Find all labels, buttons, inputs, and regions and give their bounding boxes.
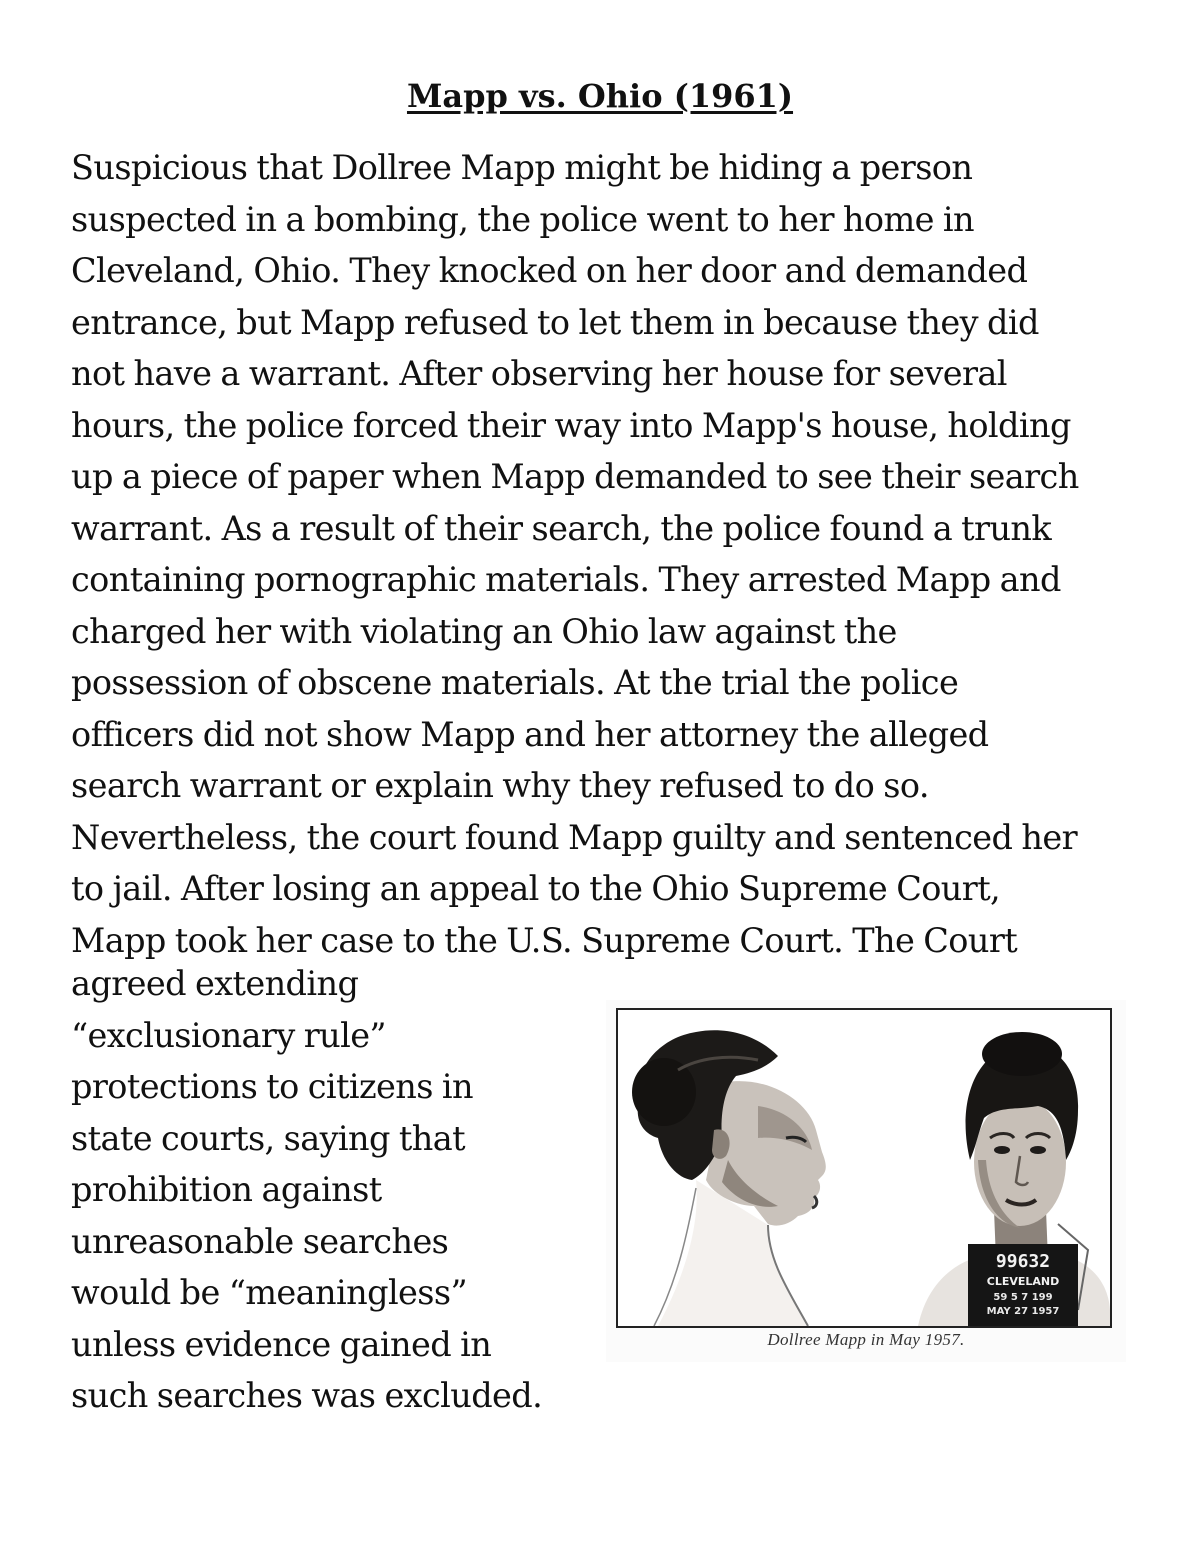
paragraph-line: Suspicious that Dollree Mapp might be hiding a person bbox=[71, 148, 973, 187]
paragraph-line: officers did not show Mapp and her attorney the alleged bbox=[71, 714, 989, 754]
paragraph-line: hours, the police forced their way into Mapp's house, holding bbox=[71, 405, 1071, 445]
paragraph-line: unreasonable searches bbox=[71, 1221, 449, 1261]
wrapped-paragraph bbox=[71, 958, 591, 1422]
paragraph-line: up a piece of paper when Mapp demanded to see their search bbox=[71, 457, 1079, 496]
paragraph-line: agreed extending bbox=[71, 964, 359, 1003]
paragraph-line: not have a warrant. After observing her house for several bbox=[71, 354, 1007, 393]
paragraph-line: “exclusionary rule” bbox=[71, 1015, 386, 1055]
paragraph-line: entrance, but Mapp refused to let them in because they did bbox=[71, 302, 1039, 342]
paragraph-line: unless evidence gained in bbox=[71, 1324, 492, 1364]
paragraph-line: Nevertheless, the court found Mapp guilty and sentenced her bbox=[71, 817, 1078, 857]
paragraph-line: such searches was excluded. bbox=[71, 1376, 543, 1415]
paragraph-line: possession of obscene materials. At the trial the police bbox=[71, 663, 959, 702]
mugshot-illustration bbox=[618, 1010, 1110, 1326]
figure-caption: Dollree Mapp in May 1957. bbox=[767, 1330, 965, 1349]
paragraph-line: suspected in a bombing, the police went to her home in bbox=[71, 199, 974, 239]
main-paragraph bbox=[71, 142, 1151, 966]
placard-number: 99632 bbox=[995, 1251, 1051, 1272]
placard-date-line-1: 59 5 7 199 bbox=[993, 1292, 1053, 1303]
page-title: Mapp vs. Ohio (1961) bbox=[406, 77, 794, 115]
paragraph-line: to jail. After losing an appeal to the Ohio Supreme Court, bbox=[71, 869, 1001, 908]
paragraph-line: search warrant or explain why they refused to do so. bbox=[71, 766, 929, 805]
paragraph-line: containing pornographic materials. They arrested Mapp and bbox=[71, 560, 1061, 599]
paragraph-line: charged her with violating an Ohio law against the bbox=[71, 611, 897, 651]
paragraph-line: would be “meaningless” bbox=[71, 1273, 467, 1312]
paragraph-line: prohibition against bbox=[71, 1170, 382, 1209]
paragraph-line: Mapp took her case to the U.S. Supreme Court. The Court bbox=[71, 920, 1018, 960]
mugshot-figure bbox=[606, 1000, 1126, 1362]
paragraph-line: protections to citizens in bbox=[71, 1067, 473, 1106]
booking-placard bbox=[968, 1244, 1078, 1326]
mugshot-photo bbox=[616, 1008, 1112, 1328]
paragraph-line: Cleveland, Ohio. They knocked on her door and demanded bbox=[71, 251, 1028, 290]
placard-date-line-2: MAY 27 1957 bbox=[986, 1306, 1060, 1317]
paragraph-line: state courts, saying that bbox=[71, 1118, 465, 1158]
placard-city: CLEVELAND bbox=[986, 1275, 1060, 1288]
paragraph-line: warrant. As a result of their search, the police found a trunk bbox=[71, 508, 1052, 548]
